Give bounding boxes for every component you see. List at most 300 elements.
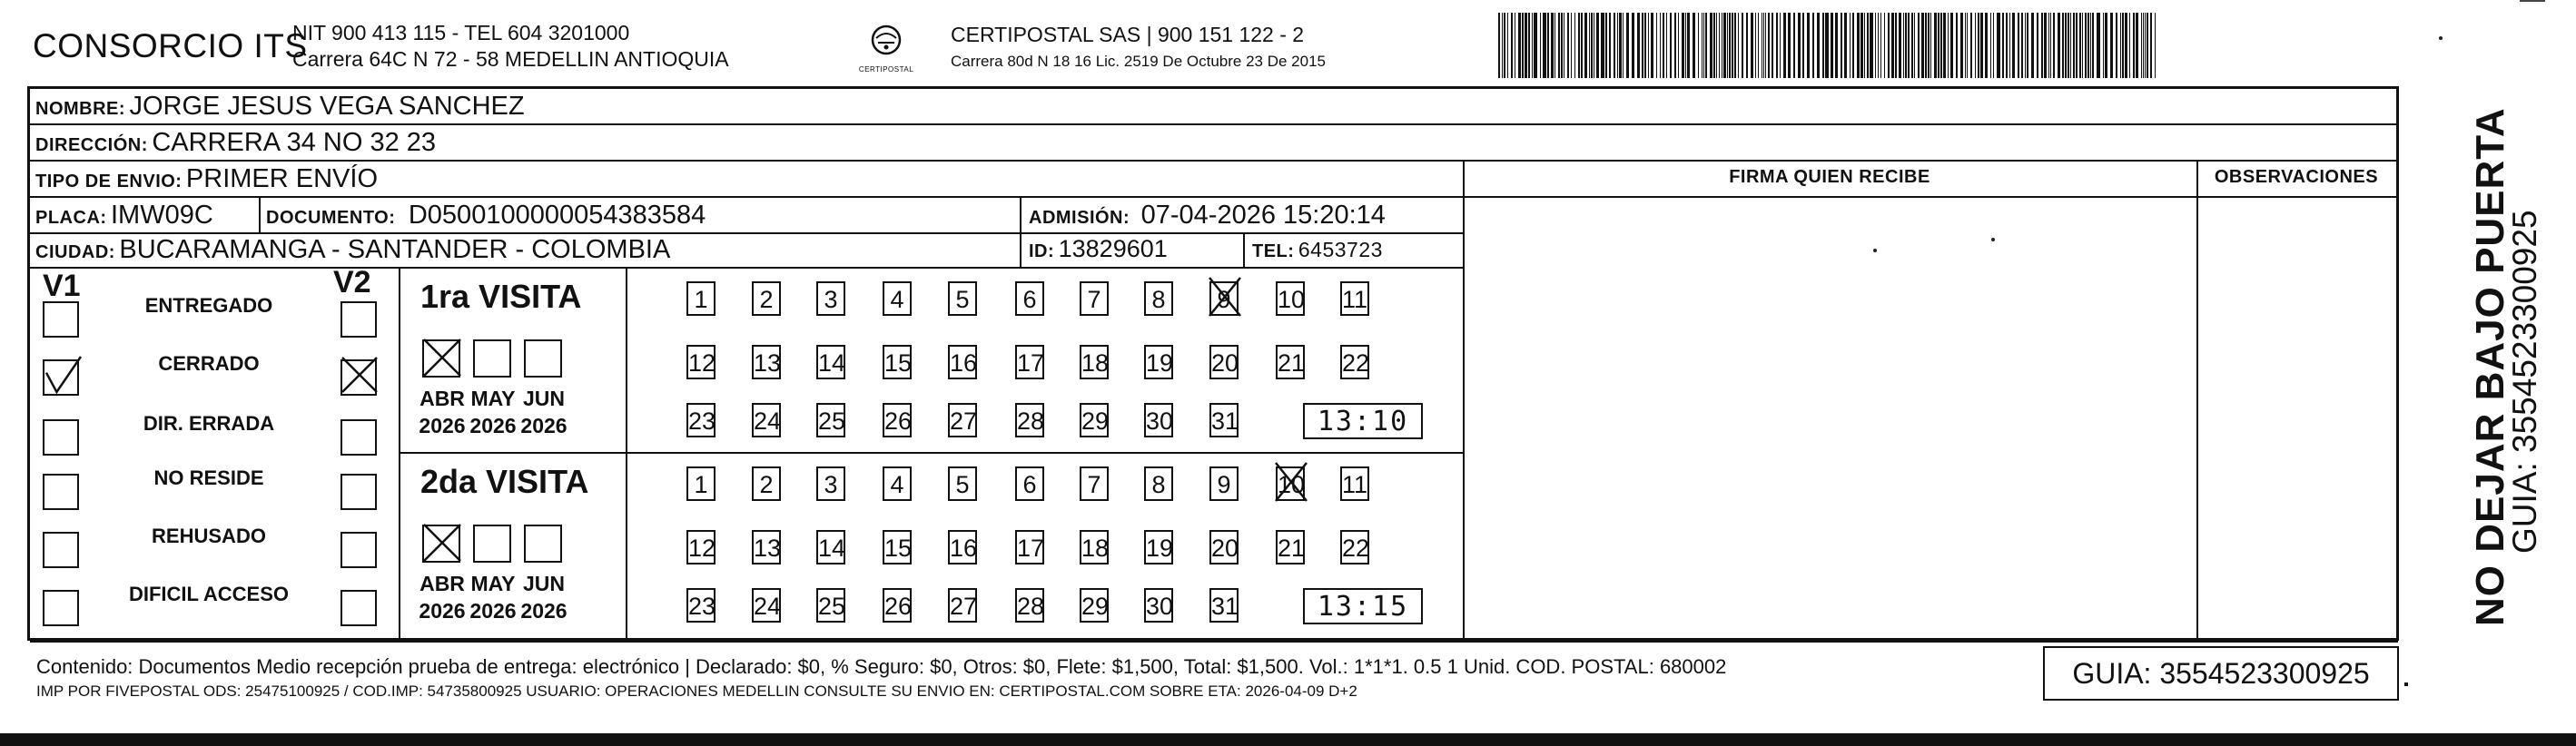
line xyxy=(1463,160,1465,641)
first-visit-day-box[interactable]: 13 xyxy=(752,345,781,379)
barcode-bar xyxy=(1905,13,1907,78)
direccion-value: CARRERA 34 NO 32 23 xyxy=(152,128,437,157)
barcode-bar xyxy=(2009,13,2010,78)
barcode-bar xyxy=(1965,13,1966,78)
v2-checkbox[interactable] xyxy=(341,474,377,510)
barcode-bar xyxy=(1656,13,1657,78)
barcode-bar xyxy=(1993,13,1994,78)
barcode-bar xyxy=(1825,13,1829,78)
barcode-bar xyxy=(1732,13,1733,78)
second-visit-day-box[interactable]: 10 xyxy=(1276,466,1305,501)
first-visit-day-box[interactable]: 25 xyxy=(816,403,845,437)
v1-checkbox[interactable] xyxy=(43,419,79,456)
barcode-bar xyxy=(1997,13,2000,78)
v1-checkbox[interactable] xyxy=(43,590,79,626)
barcode-bar xyxy=(1755,13,1756,78)
certipostal-info xyxy=(951,22,1326,74)
first-visit-month-label xyxy=(469,385,517,439)
barcode-bar xyxy=(1626,13,1629,78)
barcode-bar xyxy=(1978,13,1979,78)
barcode-bar xyxy=(1609,13,1611,78)
certi-line1: CERTIPOSTAL SAS | 900 151 122 - 2 xyxy=(951,23,1305,46)
barcode-bar xyxy=(2155,13,2156,78)
month-year: 2026 xyxy=(469,599,517,623)
barcode-bar xyxy=(1985,13,1988,78)
second-visit-day-box[interactable]: 18 xyxy=(1080,530,1109,564)
barcode-bar xyxy=(1864,13,1865,78)
barcode-bar xyxy=(2122,13,2124,78)
barcode-bar xyxy=(1930,13,1931,78)
barcode-bar xyxy=(1852,13,1854,78)
line xyxy=(30,160,2398,162)
barcode-bar xyxy=(1534,13,1537,78)
v2-header: V2 xyxy=(333,265,371,299)
barcode-bar xyxy=(1990,13,1991,78)
barcode-bar xyxy=(1967,13,1968,78)
first-visit-day-box[interactable]: 29 xyxy=(1080,403,1109,437)
barcode-bar xyxy=(1899,13,1901,78)
second-visit-day-box[interactable]: 16 xyxy=(948,530,977,564)
barcode-bar xyxy=(1685,13,1686,78)
barcode-bar xyxy=(1632,13,1634,78)
second-visit-day-box[interactable]: 5 xyxy=(948,466,977,501)
barcode-bar xyxy=(1551,13,1554,78)
first-visit-day-box[interactable]: 8 xyxy=(1144,281,1173,316)
barcode-bar xyxy=(2092,13,2094,78)
barcode-bar xyxy=(1617,13,1618,78)
barcode-bar xyxy=(1713,13,1715,78)
barcode-bar xyxy=(2120,13,2121,78)
second-visit-day-box[interactable]: 6 xyxy=(1015,466,1044,501)
barcode-bar xyxy=(1702,13,1703,78)
month-name: JUN xyxy=(522,387,565,410)
second-visit-month-checkbox[interactable] xyxy=(524,525,562,563)
barcode-bar xyxy=(1651,13,1653,78)
barcode-bar xyxy=(1835,13,1838,78)
nit-line: NIT 900 413 115 - TEL 604 3201000 xyxy=(292,21,630,44)
barcode-bar xyxy=(2116,13,2117,78)
first-visit-day-box[interactable]: 5 xyxy=(948,281,977,316)
barcode-bar xyxy=(2141,13,2142,78)
barcode-bar xyxy=(1642,13,1643,78)
barcode-bar xyxy=(1547,13,1549,78)
first-visit-day-box[interactable]: 24 xyxy=(752,403,781,437)
barcode-bar xyxy=(1850,13,1851,78)
barcode-bar xyxy=(1729,13,1731,78)
line xyxy=(399,452,1463,454)
side-guia-text: GUIA: 3554523300925 xyxy=(2506,210,2543,554)
barcode-bar xyxy=(2021,13,2023,78)
barcode-bar xyxy=(1614,13,1615,78)
barcode-bar xyxy=(2145,13,2146,78)
first-visit-day-box[interactable]: 26 xyxy=(883,403,912,437)
barcode-bar xyxy=(2136,13,2138,78)
second-visit-day-box[interactable]: 19 xyxy=(1144,530,1173,564)
line xyxy=(30,123,2398,125)
v1-checkbox[interactable] xyxy=(43,532,79,568)
barcode-bar xyxy=(2058,13,2060,78)
barcode-bar xyxy=(1860,13,1863,78)
line xyxy=(1243,232,1245,267)
barcode-bar xyxy=(1938,13,1939,78)
barcode-bar xyxy=(1682,13,1684,78)
nombre-value: JORGE JESUS VEGA SANCHEZ xyxy=(129,92,525,121)
first-visit-day-box[interactable]: 1 xyxy=(686,281,716,316)
observaciones-header: OBSERVACIONES xyxy=(2214,167,2379,187)
barcode-bar xyxy=(2097,13,2100,78)
month-year: 2026 xyxy=(520,599,568,623)
barcode-bar xyxy=(1758,13,1759,78)
barcode-bar xyxy=(1738,13,1739,78)
second-visit-day-box[interactable]: 1 xyxy=(686,466,716,501)
barcode-bar xyxy=(2068,13,2069,78)
first-visit-day-box[interactable]: 10 xyxy=(1276,281,1305,316)
barcode-bar xyxy=(1525,13,1527,78)
second-visit-day-box[interactable]: 21 xyxy=(1276,530,1305,564)
tel-label: TEL: xyxy=(1252,241,1295,261)
first-visit-day-box[interactable]: 19 xyxy=(1144,345,1173,379)
second-visit-month-label xyxy=(520,570,568,624)
barcode-bar xyxy=(1888,13,1890,78)
barcode-bar xyxy=(1911,13,1913,78)
barcode-bar xyxy=(2125,13,2127,78)
delivery-form xyxy=(27,86,2399,641)
signature-dot xyxy=(1991,238,1995,241)
barcode-bar xyxy=(1723,13,1726,78)
barcode-bar xyxy=(1841,13,1842,78)
second-visit-time: 13:15 xyxy=(1303,588,1423,624)
second-visit-day-box[interactable]: 4 xyxy=(883,466,912,501)
barcode-bar xyxy=(1870,13,1873,78)
barcode-bar xyxy=(1511,13,1513,78)
barcode-bar xyxy=(1884,13,1885,78)
barcode-bar xyxy=(1857,13,1860,78)
barcode-bar xyxy=(1670,13,1672,78)
second-visit-month-label xyxy=(419,570,466,624)
line xyxy=(399,267,400,640)
first-visit-day-box[interactable]: 14 xyxy=(816,345,845,379)
v2-check-mark-icon xyxy=(339,354,380,396)
barcode-bar xyxy=(1875,13,1876,78)
barcode-bar xyxy=(1507,13,1508,78)
barcode-bar xyxy=(1605,13,1607,78)
barcode-bar xyxy=(1831,13,1833,78)
second-visit-day-box[interactable]: 17 xyxy=(1015,530,1044,564)
month-year: 2026 xyxy=(419,414,466,437)
barcode-bar xyxy=(2065,13,2067,78)
second-visit-day-box[interactable]: 26 xyxy=(883,588,912,623)
firma-header: FIRMA QUIEN RECIBE xyxy=(1729,167,1930,187)
admision-label: ADMISIÓN: xyxy=(1029,208,1130,228)
line xyxy=(259,196,261,232)
barcode-bar xyxy=(1623,13,1624,78)
first-visit-day-box[interactable]: 3 xyxy=(816,281,845,316)
barcode-bar xyxy=(2044,13,2047,78)
first-visit-day-box[interactable]: 11 xyxy=(1340,281,1369,316)
second-visit-day-box[interactable]: 9 xyxy=(1209,466,1239,501)
barcode-bar xyxy=(1746,13,1748,78)
barcode-bar xyxy=(1666,13,1667,78)
barcode-bar xyxy=(1918,13,1920,78)
status-label: REHUSADO xyxy=(152,525,266,547)
first-visit-day-box[interactable]: 28 xyxy=(1015,403,1044,437)
footer-print-line: IMP POR FIVEPOSTAL ODS: 25475100925 / COD.IMP: 54735800925 USUARIO: OPERACIONES MEDELLIN CONSULTE SU ENVIO EN: CERTIPOSTAL.COM SOBRE ETA: 2026-04-09 D+2 xyxy=(36,682,1357,700)
barcode-bar xyxy=(1601,13,1604,78)
barcode-bar xyxy=(1788,13,1791,78)
direccion-row xyxy=(35,128,436,158)
first-visit-day-box[interactable]: 27 xyxy=(948,403,977,437)
second-visit-day-box[interactable]: 22 xyxy=(1340,530,1369,564)
barcode-bar xyxy=(2085,13,2087,78)
barcode-bar xyxy=(1698,13,1699,78)
second-visit-day-box[interactable]: 30 xyxy=(1144,588,1173,623)
second-visit-day-box[interactable]: 25 xyxy=(816,588,845,623)
speck xyxy=(2439,36,2443,40)
barcode-bar xyxy=(1596,13,1599,78)
barcode-bar xyxy=(2031,13,2034,78)
second-visit-day-box[interactable]: 13 xyxy=(752,530,781,564)
second-visit-day-box[interactable]: 15 xyxy=(883,530,912,564)
barcode-bar xyxy=(1578,13,1580,78)
documento-row xyxy=(266,201,706,231)
barcode-bar xyxy=(1751,13,1753,78)
v2-checkbox[interactable] xyxy=(341,532,377,568)
certipostal-logo-icon xyxy=(859,22,913,65)
first-visit-month-checkbox[interactable] xyxy=(473,339,511,378)
signature-dot xyxy=(1873,249,1877,252)
barcode-bar xyxy=(1703,13,1704,78)
second-visit-day-box[interactable]: 11 xyxy=(1340,466,1369,501)
barcode-bar xyxy=(2079,13,2081,78)
second-visit-day-box[interactable]: 28 xyxy=(1015,588,1044,623)
logo-text: CERTIPOSTAL xyxy=(858,65,914,74)
ciudad-value: BUCARAMANGA - SANTANDER - COLOMBIA xyxy=(119,235,671,264)
line xyxy=(1020,196,1022,267)
second-visit-day-box[interactable]: 8 xyxy=(1144,466,1173,501)
first-visit-month-label xyxy=(520,385,568,439)
barcode-bar xyxy=(2143,13,2144,78)
barcode-bar xyxy=(1674,13,1676,78)
barcode-bar xyxy=(1783,13,1786,78)
barcode-bar xyxy=(1817,13,1820,78)
barcode-bar xyxy=(1802,13,1804,78)
ciudad-label: CIUDAD: xyxy=(35,242,115,262)
first-visit-day-box[interactable]: 23 xyxy=(686,403,716,437)
first-visit-day-box[interactable]: 7 xyxy=(1080,281,1109,316)
barcode-bar xyxy=(1895,13,1897,78)
barcode-bar xyxy=(1844,13,1847,78)
second-visit-day-box[interactable]: 2 xyxy=(752,466,781,501)
status-label: CERRADO xyxy=(158,352,260,375)
barcode-bar xyxy=(2053,13,2055,78)
second-visit-day-box[interactable]: 24 xyxy=(752,588,781,623)
barcode-bar xyxy=(2006,13,2008,78)
status-label: NO RESIDE xyxy=(153,466,264,489)
second-visit-day-box[interactable]: 31 xyxy=(1209,588,1239,623)
second-visit-day-box[interactable]: 23 xyxy=(686,588,716,623)
first-visit-month-label xyxy=(419,385,466,439)
v1-header: V1 xyxy=(43,269,81,303)
first-visit-day-box[interactable]: 2 xyxy=(752,281,781,316)
barcode-bar xyxy=(1763,13,1764,78)
barcode-bar xyxy=(2073,13,2075,78)
first-visit-day-box[interactable]: 30 xyxy=(1144,403,1173,437)
first-visit-month-x-icon xyxy=(420,336,464,379)
barcode-bar xyxy=(1812,13,1814,78)
nombre-label: NOMBRE: xyxy=(35,99,126,119)
line xyxy=(30,640,2398,643)
barcode-bar xyxy=(1940,13,1942,78)
barcode-bar xyxy=(1970,13,1972,78)
barcode-bar xyxy=(1540,13,1541,78)
id-value: 13829601 xyxy=(1058,235,1168,262)
admision-value: 07-04-2026 15:20:14 xyxy=(1140,201,1386,230)
barcode-bar xyxy=(2037,13,2038,78)
barcode-bar xyxy=(2076,13,2078,78)
id-row xyxy=(1029,235,1168,263)
barcode-bar xyxy=(1589,13,1590,78)
barcode-bar xyxy=(1943,13,1946,78)
first-visit-day-box[interactable]: 22 xyxy=(1340,345,1369,379)
second-visit-label: 2da VISITA xyxy=(420,463,589,500)
barcode-bar xyxy=(1928,13,1930,78)
speck xyxy=(2404,682,2408,686)
status-label: ENTREGADO xyxy=(144,294,273,317)
barcode-bar xyxy=(1543,13,1546,78)
barcode-bar xyxy=(1581,13,1583,78)
barcode-bar xyxy=(1956,13,1958,78)
barcode-bar xyxy=(1678,13,1679,78)
v1-checkbox[interactable] xyxy=(43,301,79,338)
barcode-bar xyxy=(1574,13,1575,78)
barcode-bar xyxy=(1908,13,1910,78)
barcode-bar xyxy=(1522,13,1524,78)
first-visit-day-box[interactable]: 4 xyxy=(883,281,912,316)
status-label: DIFICIL ACCESO xyxy=(128,583,289,605)
company-info xyxy=(292,20,729,73)
barcode-bar xyxy=(1734,13,1736,78)
second-visit-day-box[interactable]: 12 xyxy=(686,530,716,564)
placa-value: IMW09C xyxy=(111,201,213,230)
barcode-bar xyxy=(1532,13,1533,78)
admision-row xyxy=(1029,201,1386,231)
v1-checkbox[interactable] xyxy=(43,474,79,510)
month-year: 2026 xyxy=(469,414,517,437)
second-visit-month-x-icon xyxy=(420,521,464,564)
barcode-bar xyxy=(1807,13,1810,78)
second-visit-day-box[interactable]: 20 xyxy=(1209,530,1239,564)
line xyxy=(30,232,1463,234)
month-name: ABR xyxy=(419,572,465,595)
company-name: CONSORCIO ITS xyxy=(33,27,308,64)
first-visit-month-checkbox[interactable] xyxy=(524,339,562,378)
second-visit-month-checkbox[interactable] xyxy=(473,525,511,563)
second-visit-day-box[interactable]: 29 xyxy=(1080,588,1109,623)
tipo-row xyxy=(35,164,378,194)
barcode-bar xyxy=(1716,13,1717,78)
barcode-bar xyxy=(1498,13,1500,78)
barcode-bar xyxy=(1710,13,1712,78)
first-visit-day-box[interactable]: 15 xyxy=(883,345,912,379)
first-visit-day-box[interactable]: 31 xyxy=(1209,403,1239,437)
tipo-value: PRIMER ENVÍO xyxy=(185,164,379,193)
first-visit-day-box[interactable]: 18 xyxy=(1080,345,1109,379)
barcode-bar xyxy=(2048,13,2049,78)
barcode-bar xyxy=(1719,13,1720,78)
first-visit-day-box[interactable]: 16 xyxy=(948,345,977,379)
barcode-bar xyxy=(2103,13,2104,78)
barcode-bar xyxy=(2050,13,2051,78)
v2-checkbox[interactable] xyxy=(341,301,377,338)
barcode-bar xyxy=(1776,13,1778,78)
barcode-bar xyxy=(1822,13,1824,78)
barcode-bar xyxy=(1558,13,1560,78)
first-visit-day-box[interactable]: 20 xyxy=(1209,345,1239,379)
first-visit-day-box[interactable]: 21 xyxy=(1276,345,1305,379)
barcode-bar xyxy=(1567,13,1569,78)
barcode-bar xyxy=(1705,13,1707,78)
barcode-bar xyxy=(1765,13,1766,78)
no-dejar-bajo-puerta-text: NO DEJAR BAJO PUERTA xyxy=(2468,107,2512,626)
barcode-bar xyxy=(2147,13,2148,78)
second-visit-day-box[interactable]: 14 xyxy=(816,530,845,564)
barcode-bar xyxy=(2025,13,2026,78)
barcode-bar xyxy=(1878,13,1879,78)
barcode-bar xyxy=(2133,13,2135,78)
barcode-bar xyxy=(1591,13,1593,78)
line xyxy=(2396,160,2398,641)
v2-checkbox[interactable] xyxy=(341,590,377,626)
barcode-bar xyxy=(1742,13,1743,78)
guia-box: GUIA: 3554523300925 xyxy=(2043,646,2399,701)
second-visit-day-box[interactable]: 27 xyxy=(948,588,977,623)
barcode-bar xyxy=(1663,13,1664,78)
tipo-label: TIPO DE ENVIO: xyxy=(35,172,183,191)
first-visit-day-box[interactable]: 9 xyxy=(1209,281,1239,316)
line xyxy=(2196,160,2198,641)
barcode-bar xyxy=(2041,13,2043,78)
month-year: 2026 xyxy=(419,599,466,623)
v2-checkbox[interactable] xyxy=(341,419,377,456)
barcode-bar xyxy=(2027,13,2028,78)
second-visit-day-box[interactable]: 3 xyxy=(816,466,845,501)
barcode-bar xyxy=(1772,13,1773,78)
first-visit-day-box[interactable]: 6 xyxy=(1015,281,1044,316)
tel-value: 6453723 xyxy=(1298,238,1383,261)
barcode-bar xyxy=(2018,13,2019,78)
first-visit-day-box[interactable]: 17 xyxy=(1015,345,1044,379)
second-visit-day-box[interactable]: 7 xyxy=(1080,466,1109,501)
barcode-bar xyxy=(1921,13,1924,78)
barcode-bar xyxy=(1637,13,1640,78)
first-visit-day-box[interactable]: 12 xyxy=(686,345,716,379)
barcode-bar xyxy=(1554,13,1555,78)
month-name: ABR xyxy=(419,387,465,410)
ciudad-row xyxy=(35,235,670,265)
barcode-bar xyxy=(1518,13,1521,78)
barcode-bar xyxy=(1768,13,1770,78)
month-name: MAY xyxy=(470,572,516,595)
barcode-bar xyxy=(1648,13,1649,78)
status-label: DIR. ERRADA xyxy=(143,412,275,435)
barcode-bar xyxy=(1693,13,1695,78)
first-visit-day-x-icon xyxy=(1206,274,1244,319)
barcode-bar xyxy=(2062,13,2064,78)
barcode-bar xyxy=(1660,13,1661,78)
barcode-bar xyxy=(2105,13,2107,78)
barcode-bar xyxy=(2087,13,2089,78)
barcode-bar xyxy=(1880,13,1881,78)
